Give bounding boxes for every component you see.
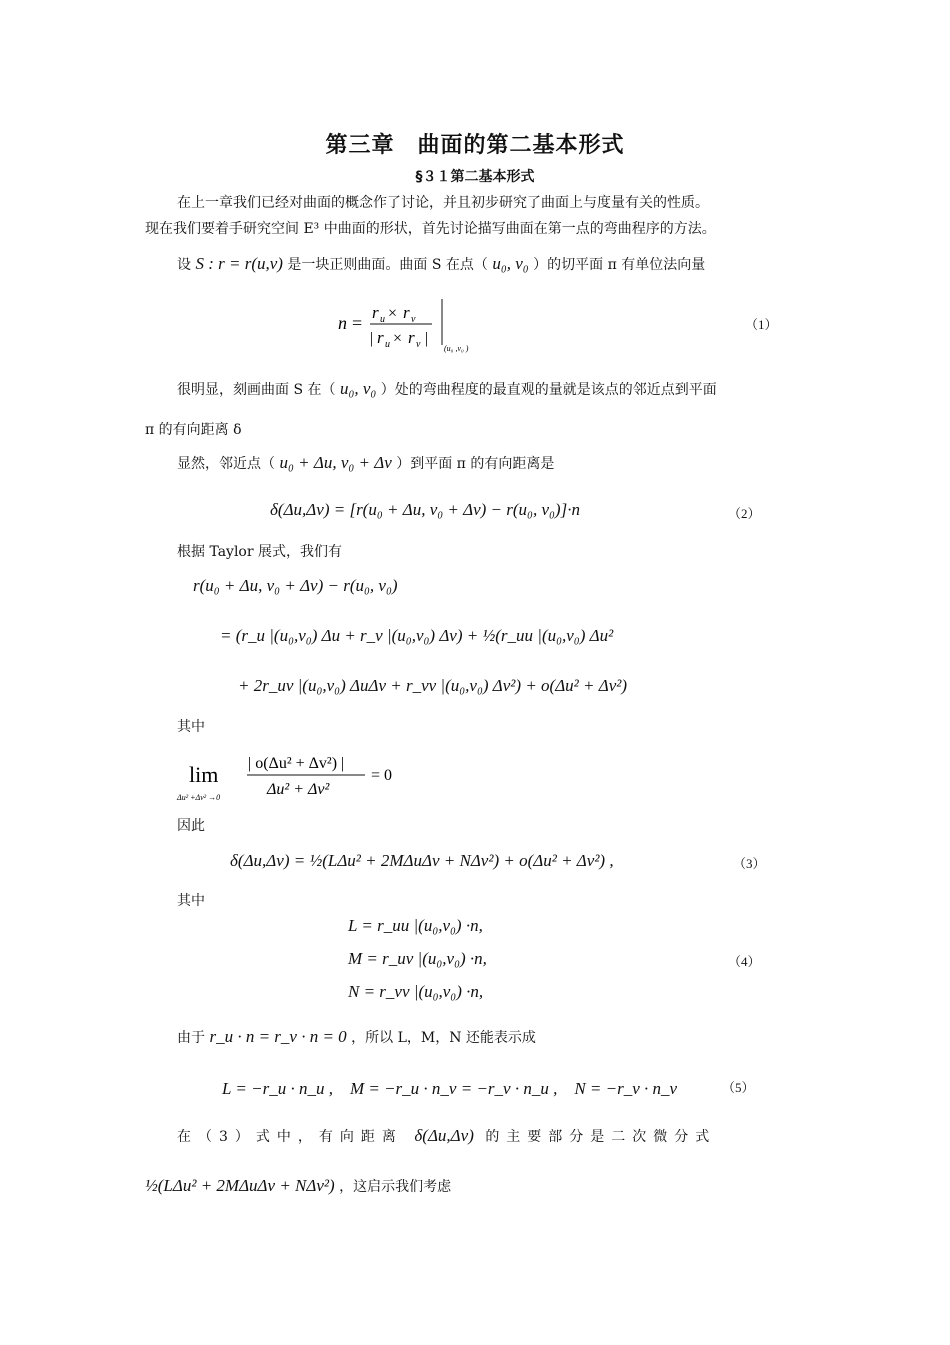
svg-text:×: × [388,305,398,322]
svg-text:= 0: = 0 [371,767,393,784]
para6-pre: 在（3）式中，有向距离 [177,1129,403,1145]
para6-math: δ(Δu,Δv) [414,1126,474,1145]
para3-point: u₀, v₀ [339,379,377,398]
section-title: §３１第二基本形式 [415,169,535,185]
svg-text:r: r [403,303,410,322]
svg-text:u: u [380,314,385,325]
para2 [177,254,705,274]
svg-text:lim: lim [189,762,219,787]
svg-text:n: n [338,313,347,333]
para4-post: ）到平面 π 的有向距离是 [396,456,555,472]
para5-pre: 由于 [177,1030,205,1046]
svg-text:|: | [425,330,429,347]
para3-post: ）处的弯曲程度的最直观的量就是该点的邻近点到平面 [380,382,717,398]
svg-text:r: r [372,303,379,322]
svg-text:v: v [411,314,416,325]
expansion-line-3: + 2r_uv |(u₀,v₀) ΔuΔv + r_vv |(u₀,v₀) Δv²) + o(Δu² + Δv²) [238,676,628,695]
equation-2: δ(Δu,Δv) = [r(u₀ + Δu, v₀ + Δv) − r(u₀, v₀)]·n [270,500,580,519]
equation-3: δ(Δu,Δv) = ½(LΔu² + 2MΔuΔv + NΔv²) + o(Δu² + Δv²) , [230,851,614,870]
para4-math: u₀ + Δu, v₀ + Δv [279,453,392,472]
limit-equation [175,744,415,804]
equation-1 [330,295,530,359]
equation-2-number: （2） [728,506,761,521]
equation-4-L: L = r_uu |(u₀,v₀) ·n, [348,916,483,935]
para6-line2-post: ，这启示我们考虑 [339,1179,452,1195]
qizhong-2: 其中 [177,893,205,909]
equation-3-number: （3） [733,856,766,871]
chapter-title: 第三章 曲面的第二基本形式 [325,133,625,158]
para2-post: ）的切平面 π 有单位法向量 [533,257,706,273]
equation-4-N: N = r_vv |(u₀,v₀) ·n, [348,982,484,1001]
para4-pre: 显然，邻近点（ [177,456,275,472]
para2-point: u₀, v₀ [492,254,529,273]
para4 [177,453,554,473]
svg-text:Δu² +Δv² →0: Δu² +Δv² →0 [177,793,221,802]
expansion-line-1: r(u₀ + Δu, v₀ + Δv) − r(u₀, v₀) [193,576,398,595]
para6-line2 [145,1176,451,1196]
para6-line2-math: ½(LΔu² + 2MΔuΔv + NΔv²) [145,1176,335,1195]
svg-text:Δu² + Δv²: Δu² + Δv² [267,781,330,798]
para2-mid: 是一块正则曲面。曲面 S 在点（ [287,257,488,273]
para3-pre: 很明显，刻画曲面 S 在（ [177,382,336,398]
para6-line1 [177,1126,716,1146]
equation-5: L = −r_u · n_u , M = −r_u · n_v = −r_v · n_u , N = −r_v · n_v [222,1079,678,1098]
svg-text:u: u [385,339,390,350]
equation-1-number: （1） [745,317,778,332]
para5-post: ，所以 L，M，N 还能表示成 [351,1030,536,1046]
yinci: 因此 [177,818,205,834]
para1-line2: 现在我们要着手研究空间 E³ 中曲面的形状，首先讨论描写曲面在第一点的弯曲程序的方法。 [145,221,716,237]
para2-math: S : r = r(u,v) [195,254,283,273]
svg-text:| o(Δu² + Δv²) |: | o(Δu² + Δv²) | [248,755,345,772]
para5 [177,1027,536,1047]
svg-text:|: | [370,330,374,347]
qizhong-1: 其中 [177,719,205,735]
equation-5-number: （5） [722,1080,755,1095]
svg-text:r: r [377,328,384,347]
taylor-text: 根据 Taylor 展式，我们有 [177,544,343,560]
para3-line2: π 的有向距离 δ [145,422,242,438]
equation-4-M: M = r_uv |(u₀,v₀) ·n, [348,949,487,968]
para3-line1 [177,379,717,399]
expansion-line-2: = (r_u |(u₀,v₀) Δu + r_v |(u₀,v₀) Δv) + ½(r_uu |(u₀,v₀) Δu² [220,626,614,645]
para1-line1: 在上一章我们已经对曲面的概念作了讨论，并且初步研究了曲面上与度量有关的性质。 [177,195,709,211]
svg-text:v: v [416,339,421,350]
para2-pre: 设 [177,257,191,273]
para5-math: r_u · n = r_v · n = 0 [209,1027,347,1046]
svg-text:×: × [393,330,403,347]
svg-text:(u₀ ,v₀ ): (u₀ ,v₀ ) [444,344,469,353]
para6-post: 的主要部分是二次微分式 [485,1129,717,1145]
svg-text:=: = [352,313,363,333]
equation-4-number: （4） [728,954,761,969]
svg-text:r: r [408,328,415,347]
